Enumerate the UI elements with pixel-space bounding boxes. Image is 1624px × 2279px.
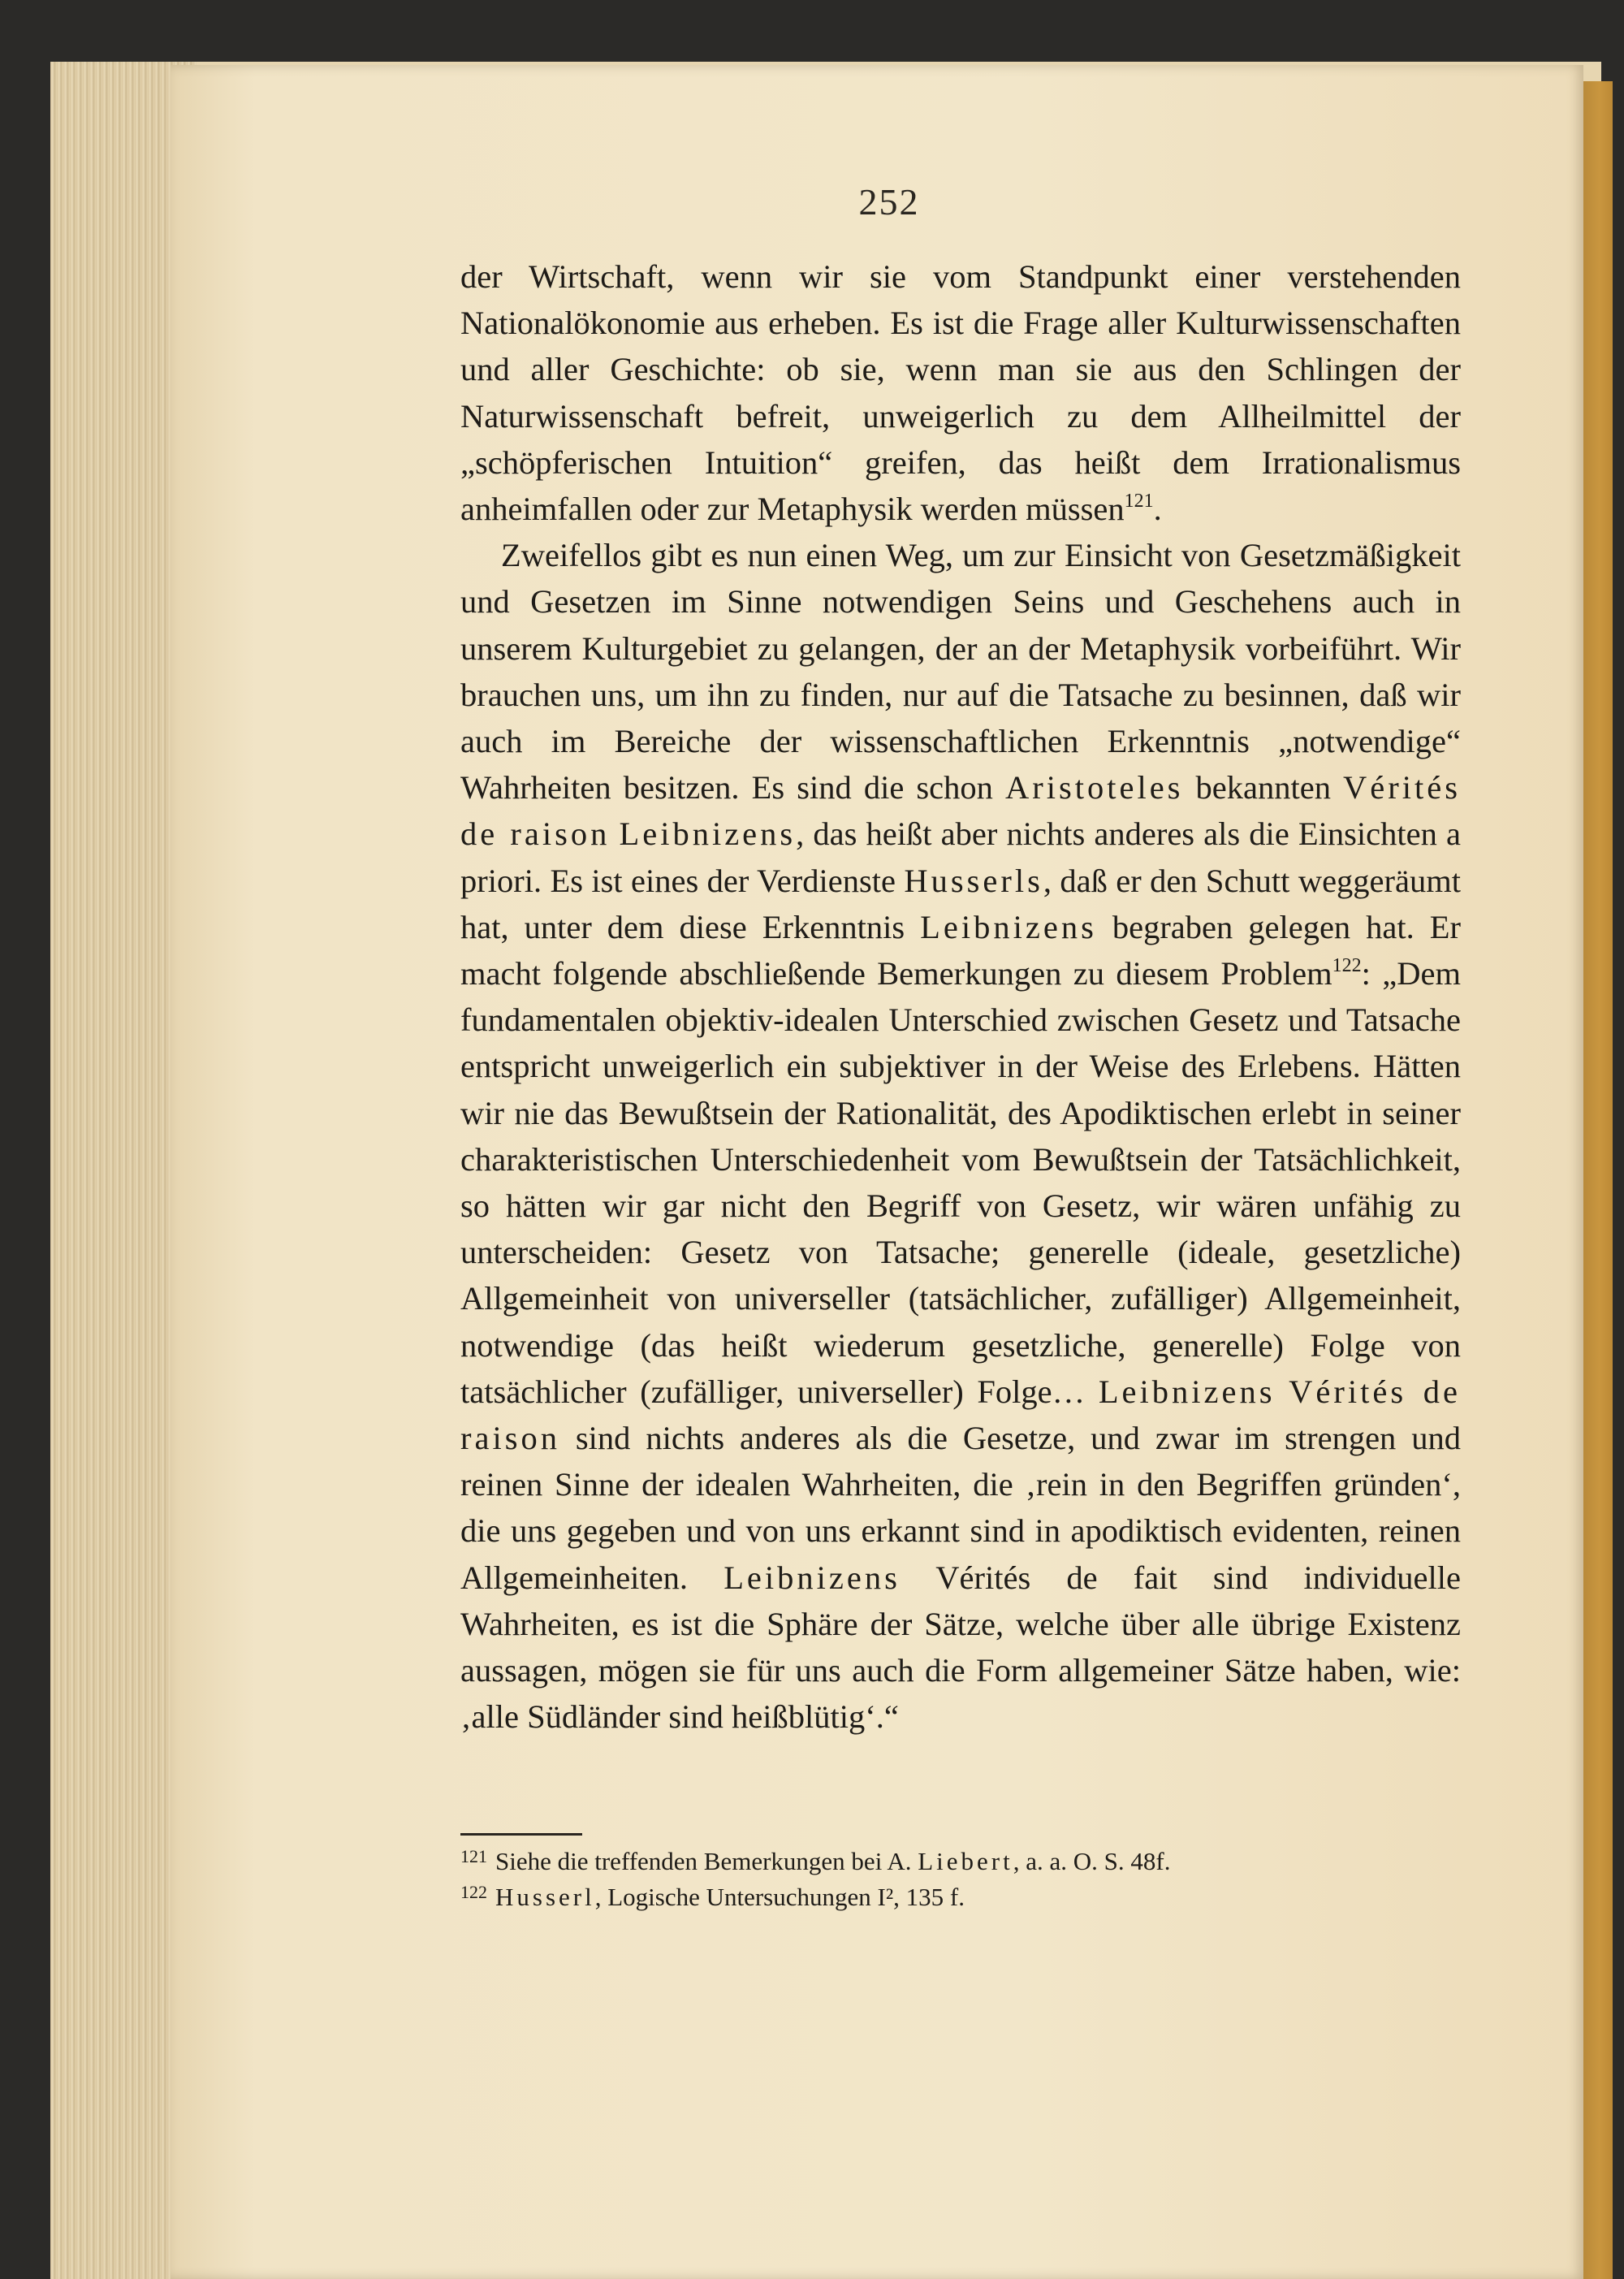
- name-leibnizens: Leibnizens: [1098, 1373, 1276, 1410]
- name-leibnizens: Leibnizens: [619, 815, 797, 853]
- footnote-ref-121[interactable]: 121: [1124, 491, 1154, 512]
- paragraph-2: Zweifellos gibt es nun einen Weg, um zur Einsicht von Gesetzmäßigkeit und Gesetzen im Sinne notwendigen Seins und Geschehens auch in unserem Kulturgebiet zu gelangen, der an der Metaphysik vorbeiführt. Wir brauchen uns, um ihn zu finden, nur auf die Tatsache zu besinnen, daß wir auch im Bereiche der wissenschaftlichen Erkenntnis „notwendige“ Wahrheiten besitzen. Es sind die schon Aristoteles bekannten Vérités de raison Leibnizens, das heißt aber nichts anderes als die Einsichten a priori. Es ist eines der Verdienste Husserls, daß er den Schutt weggeräumt hat, unter dem diese Erkenntnis Leibnizens begraben gelegen hat. Er macht folgende abschließende Bemerkungen zu diesem Problem$^{122}$: „Dem fundamentalen objektiv-idealen Unterschied zwischen Gesetz und Tatsache entspricht unweigerlich ein subjektiver in der Weise des Erlebens. Hätten wir nie das Bewußtsein der Rationalität, des Apodiktischen erlebt in seiner charakteristischen Unterschiedenheit vom Bewußtsein der Tatsächlichkeit, so hätten wir gar nicht den Begriff von Gesetz, wir wären unfähig zu unterscheiden: Gesetz von Tatsache; generelle (ideale, gesetzliche) Allgemeinheit von universeller (tatsächlicher, zufälliger) Allgemeinheit, notwendige (das heißt wiederum gesetzliche, generelle) Folge von tatsächlicher (zufälliger, universeller) Folge… Leibnizens Vérités de raison sind nichts anderes als die Gesetze, und zwar im strengen und reinen Sinne der idealen Wahrheiten, die ‚rein in den Begriffen gründen‘, die uns gegeben und von uns erkannt sind in apodiktisch evidenten, reinen Allgemeinheiten. Leibnizens Vérités de fait sind individuelle Wahrheiten, es ist die Sphäre der Sätze, welche über alle übrige Existenz aussagen, mögen sie für uns auch die Form allgemeiner Sätze haben, wie: ‚alle Südländer sind heißblütig‘.“: [460, 537, 1461, 1736]
- footnote-121: $^{121}$ Siehe die treffenden Bemerkungen bei A. Liebert, a. a. O. S. 48f.: [460, 1846, 1171, 1875]
- footnotes: [460, 1844, 1461, 1915]
- name-aristoteles: Aristoteles: [1004, 769, 1184, 807]
- body-text: [460, 253, 1461, 1741]
- name-leibnizens: Leibnizens: [723, 1559, 901, 1596]
- paragraph-1: der Wirtschaft, wenn wir sie vom Standpunkt einer verstehenden Nationalökonomie aus erheben. Es ist die Frage aller Kulturwissenschaften und aller Geschichte: ob sie, wenn man sie aus den Schlingen der Naturwissenschaft befreit, unweigerlich zu dem Allheilmittel der „schöpferischen Intuition“ greifen, das heißt dem Irrationalismus anheimfallen oder zur Metaphysik werden müssen$^{121}$.: [460, 258, 1461, 528]
- footnote-divider: [460, 1833, 582, 1836]
- footnote-122: $^{122}$ Husserl, Logische Untersuchungen I², 135 f.: [460, 1882, 965, 1911]
- footnote-ref-122[interactable]: 122: [1332, 955, 1362, 977]
- binding-edge: [1583, 81, 1624, 2279]
- name-husserls: Husserls: [904, 862, 1043, 899]
- name-leibnizens: Leibnizens: [920, 908, 1097, 945]
- page-number: 252: [858, 181, 920, 223]
